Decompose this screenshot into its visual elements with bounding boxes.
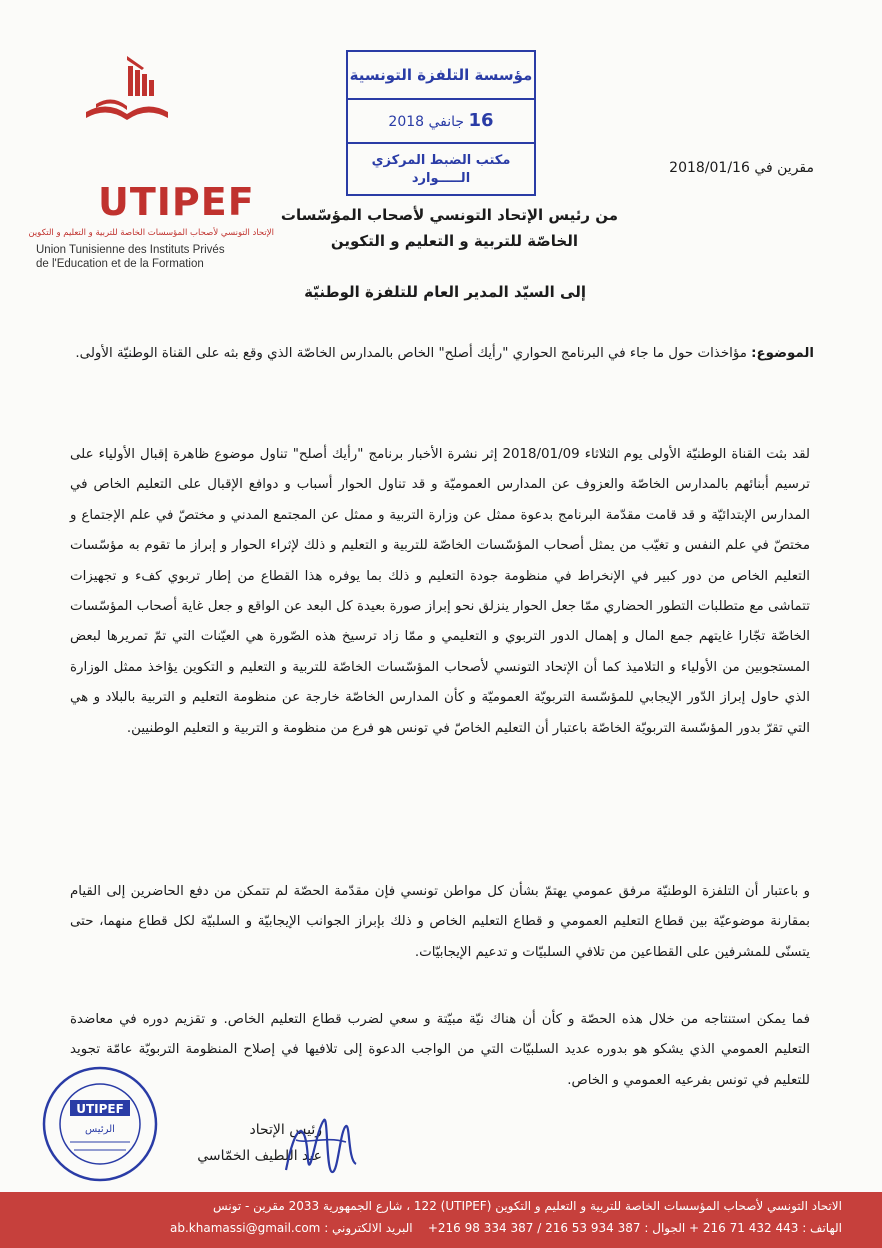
signatory-title: رئيس الإتحاد	[249, 1122, 322, 1138]
stamp-day: 16	[468, 110, 494, 131]
official-seal-icon	[40, 1064, 160, 1184]
stamp-month-year: جانفي 2018	[388, 114, 465, 130]
utipef-logo	[20, 52, 274, 270]
logo-wordmark: UTIPEF	[98, 180, 255, 224]
subject-block	[70, 338, 814, 370]
letterhead-footer	[0, 1192, 882, 1248]
sender-line-1: من رئيس الإتحاد التونسي لأصحاب المؤسّسات	[280, 206, 618, 224]
stamp-incoming: الـــــوارد	[411, 171, 471, 186]
subject-text: مؤاخذات حول ما جاء في البرنامج الحواري "رأيك أصلح" الخاص بالمدارس الخاصّة الذي وقع بثه على القناة الوطنيّة الأولى.	[75, 346, 752, 361]
recipient-line: إلى السيّد المدير العام للتلفزة الوطنيّة	[304, 283, 586, 301]
logo-french-line-2: de l'Education et de la Formation	[36, 258, 204, 270]
logo-french-line-1: Union Tunisienne des Instituts Privés	[36, 244, 225, 256]
seal-sub: الرئيس	[85, 1124, 115, 1135]
reception-stamp	[346, 50, 536, 196]
letter-date: مقرين في 2018/01/16	[669, 160, 814, 176]
body-paragraph-1: لقد بثت القناة الوطنيّة الأولى يوم الثلاثاء 2018/01/09 إثر نشرة الأخبار برنامج "رأيك أصلح" تناول موضوع ظاهرة إقبال الأولياء على ترسيم أبنائهم بالمدارس الخاصّة والعزوف عن المدارس العموميّة و قد تناول الحوار أسباب و دوافع الإقبال على التعليم الخاص في المدارس الإبتدائيّة و قد قامت مقدّمة البرنامج بدعوة ممثل عن وزارة التربية و ممثل عن المجتمع المدني و مختصّ في علم الإجتماع و مختصّ في علم النفس و تغيّب من يمثل أصحاب المؤسّسات الخاصّة للتربية و التعليم و ذلك لإثراء الحوار و إبراز ما تقوم به مؤسّسات التعليم الخاص من دور كبير في الإنخراط في منظومة جودة التعليم و ذلك بما يوفره هذا القطاع من إطار تربوي كفء و تجهيزات تتماشى مع متطلبات التطور الحضاري ممّا جعل الحوار ينزلق نحو إبراز صورة بعيدة كل البعد عن الواقع و جعل غاية أصحاب المؤسّسات الخاصّة تجّارا غايتهم جمع المال و إهمال الدور التربوي و التعليمي و ممّا زاد ترسيخ هذه الصّورة هي العيّنات التي تمّ تمريرها لبعض المستجوبين من الأولياء و التلاميذ كما أن الإتحاد التونسي لأصحاب المؤسّسات الخاصّة للتربية و التعليم و التكوين يؤاخذ ممثل الوزارة الذي حاول إبراز الدّور الإيجابي للمؤسّسة التربويّة العموميّة و كأن المدارس الخاصّة خارجة عن منظومة التعليم و التربية بالبلاد و هي التي تقرّ بدور المؤسّسة التربويّة الخاصّة باعتبار أن التعليم الخاصّ في تونس هو فرع من منظومة و التربية و التعليم الوطنيين.	[70, 447, 810, 736]
stamp-office-name: مكتب الضبط المركزي	[371, 153, 511, 168]
stamp-office	[348, 144, 534, 188]
stamp-institution: مؤسسة التلفزة التونسية	[348, 52, 534, 100]
footer-phones: الهاتف : 443 432 71 216 + الجوال : 387 934 53 216 / 387 334 98 216+	[427, 1221, 842, 1235]
body-paragraph-2: و باعتبار أن التلفزة الوطنيّة مرفق عمومي يهتمّ بشأن كل مواطن تونسي فإن مقدّمة الحصّة لم تتمكن من دفع الحاضرين إلى القيام بمقارنة موضوعيّة بين قطاع التعليم العمومي و قطاع التعليم الخاص و ذلك بإبراز الجوانب الإيجابيّة و السلبيّة لكل قطاع منهما، حتى يتسنّى للمشرفين على القطاعين من تلافي السلبيّات و تدعيم الإيجابيّات.	[70, 884, 810, 960]
body-paragraph-3: فما يمكن استنتاجه من خلال هذه الحصّة و كأن أن هناك نيّة مبيّتة و سعي لضرب قطاع التعليم الخاص. و تقزيم دوره في معاضدة التعليم العمومي الذي يشكو هو بدوره عديد السلبيّات التي من الواجب الدعوة إلى تلافيها في إصلاح المنظومة التربويّة عامّة تجويد للتعليم في تونس بفرعيه العمومي و الخاص.	[70, 1012, 810, 1088]
footer-email: البريد الالكتروني : ab.khamassi@gmail.com	[170, 1221, 413, 1235]
footer-address: الاتحاد التونسي لأصحاب المؤسسات الخاصة للتربية و التعليم و التكوين (UTIPEF) 122 ، شارع الجمهورية 2033 مقرين - تونس	[213, 1199, 842, 1213]
subject-label: الموضوع:	[751, 346, 814, 361]
footer-contacts	[170, 1221, 842, 1235]
handwritten-signature-icon	[276, 1100, 366, 1190]
logo-arabic-caption: الإتحاد التونسي لأصحاب المؤسسات الخاصة للتربية و التعليم و التكوين	[28, 228, 274, 238]
seal-label: UTIPEF	[76, 1102, 124, 1116]
stamp-date	[348, 100, 534, 144]
signatory-name: عبد اللطيف الخمّاسي	[197, 1148, 322, 1164]
sender-line-2: الخاصّة للتربية و التعليم و التكوين	[330, 232, 578, 250]
book-logo-icon	[82, 52, 172, 130]
